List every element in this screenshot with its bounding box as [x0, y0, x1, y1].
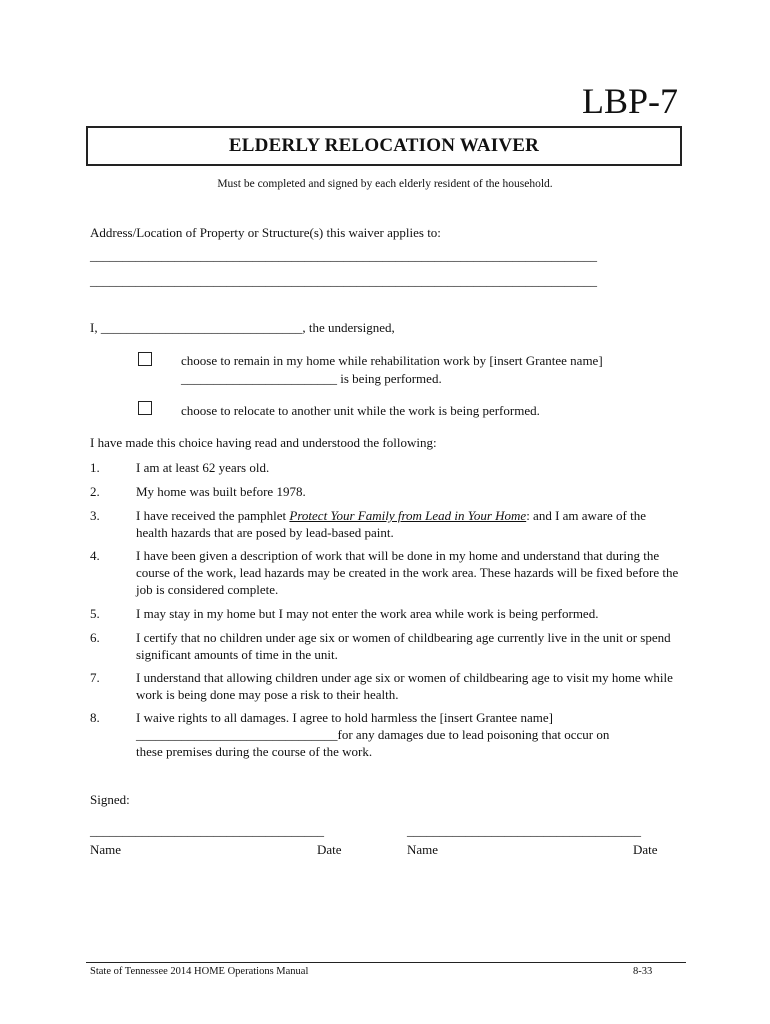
item-number: 6.	[90, 630, 100, 645]
list-item: I have been given a description of work that will be done in my home and understand that during the course of the work, lead hazards may be created in the work area. These hazards will be fixed before the job is considered complete.	[136, 548, 679, 597]
item-text-post: : and I am aware of the health hazards that are posed by lead-based paint.	[136, 508, 647, 540]
footer-manual-title: State of Tennessee 2014 HOME Operations Manual	[90, 966, 309, 977]
address-line-2[interactable]: ______________________________________________________________________________	[90, 273, 597, 288]
item-number: 3.	[90, 508, 100, 523]
page-title: ELDERLY RELOCATION WAIVER	[228, 135, 540, 156]
list-item: I understand that allowing children under age six or women of childbearing age to visit my home while work is being done may pose a risk to their health.	[136, 670, 673, 702]
relocate-checkbox[interactable]	[138, 401, 152, 415]
list-item: My home was built before 1978.	[136, 484, 306, 499]
list-item: I may stay in my home but I may not enter the work area while work is being performed.	[136, 606, 599, 621]
item-number: 2.	[90, 484, 100, 499]
option-remain-line2: ________________________ is being performed.	[181, 371, 442, 386]
name-label-1: Name	[90, 842, 122, 857]
option-remain-line1: choose to remain in my home while rehabilitation work by [insert Grantee name]	[181, 353, 603, 368]
pamphlet-title: Protect Your Family from Lead in Your Home	[289, 508, 527, 523]
item-number: 8.	[90, 710, 100, 725]
name-label-2: Name	[407, 842, 439, 857]
page-number: 8-33	[633, 966, 653, 977]
item-number: 1.	[90, 460, 100, 475]
date-label-2: Date	[633, 842, 658, 857]
subtitle: Must be completed and signed by each elderly resident of the household.	[217, 178, 553, 190]
list-item: I certify that no children under age six or women of childbearing age currently live in the unit or spend significant amounts of time in the unit.	[136, 630, 671, 662]
list-item: I am at least 62 years old.	[136, 460, 270, 475]
item-number: 4.	[90, 548, 100, 563]
title-box	[86, 126, 682, 166]
list-item-line3: these premises during the course of the work.	[136, 744, 373, 759]
address-label: Address/Location of Property or Structure(s) this waiver applies to:	[90, 225, 441, 240]
undersigned-statement: I, _______________________________, the undersigned,	[90, 320, 395, 335]
item-number: 7.	[90, 670, 100, 685]
item-text-pre: I have received the pamphlet	[136, 508, 290, 523]
list-item-line1: I waive rights to all damages. I agree to hold harmless the [insert Grantee name]	[136, 710, 553, 725]
footer-divider	[86, 962, 686, 963]
signature-line-2[interactable]: ____________________________________	[407, 823, 641, 838]
intro-text: I have made this choice having read and understood the following:	[90, 435, 437, 450]
item-number: 5.	[90, 606, 100, 621]
signed-label: Signed:	[90, 792, 130, 807]
option-relocate: choose to relocate to another unit while the work is being performed.	[181, 403, 540, 418]
list-item	[136, 507, 681, 541]
signature-line-1[interactable]: ____________________________________	[90, 823, 324, 838]
form-id: LBP-7	[581, 81, 678, 121]
address-line-1[interactable]: ______________________________________________________________________________	[90, 248, 597, 263]
list-item-line2: _______________________________for any damages due to lead poisoning that occur on	[136, 727, 610, 742]
remain-checkbox[interactable]	[138, 352, 152, 366]
date-label-1: Date	[317, 842, 342, 857]
